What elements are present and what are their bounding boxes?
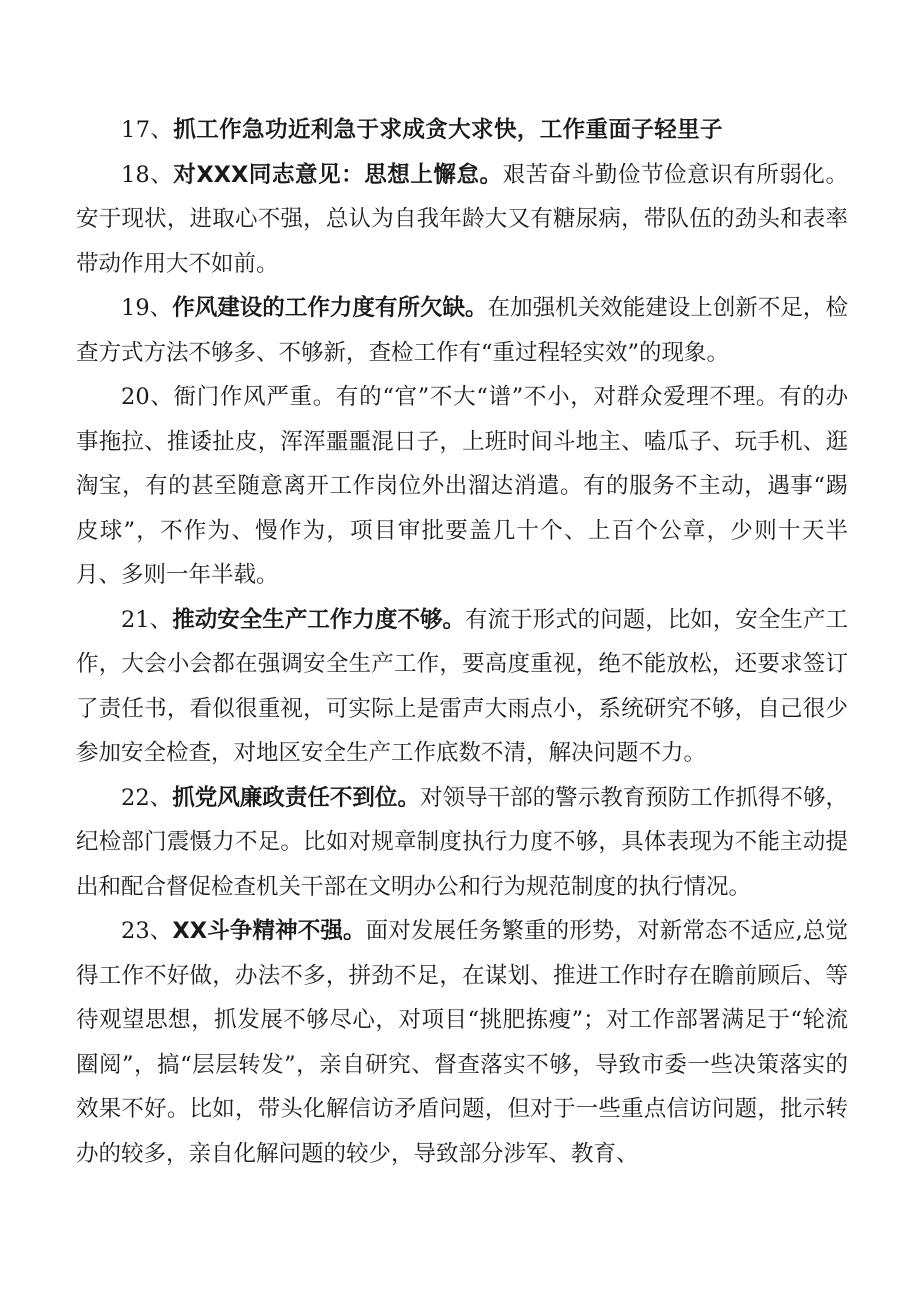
paragraph-body: 有流于形式的问题，比如，安全生产工作，大会小会都在强调安全生产工作，要高度重视，绝不能放松，还要求签订了责任书，看似很重视，可实际上是雷声大雨点小，系统研究不够，自己很少参加安全检查，对地区安全生产工作底数不清，解决问题不力。 xyxy=(76,606,848,766)
paragraph-body: 艰苦奋斗勤俭节俭意识有所弱化。安于现状，进取心不强，总认为自我年龄大又有糖尿病，带队伍的劲头和表率带动作用大不如前。 xyxy=(76,161,848,277)
paragraph-21 xyxy=(76,598,848,776)
paragraph-heading: 作风建设的工作力度有所欠缺。 xyxy=(172,295,488,321)
paragraph-heading: XX斗争精神不强。 xyxy=(172,918,366,944)
document-page xyxy=(76,108,848,1176)
paragraph-number: 17、 xyxy=(121,117,174,143)
paragraph-body: 对领导干部的警示教育预防工作抓得不够，纪检部门震慑力不足。比如对规章制度执行力度不够，具体表现为不能主动提出和配合督促检查机关干部在文明办公和行为规范制度的执行情况。 xyxy=(76,784,848,900)
paragraph-22 xyxy=(76,776,848,910)
paragraph-number: 19、 xyxy=(121,295,173,321)
paragraph-heading: 抓工作急功近利急于求成贪大求快，工作重面子轻里子 xyxy=(173,117,723,143)
paragraph-number: 18、 xyxy=(121,161,174,188)
paragraph-heading: 推动安全生产工作力度不够。 xyxy=(172,606,466,633)
paragraph-number: 22、 xyxy=(121,784,173,811)
paragraph-17 xyxy=(76,108,848,153)
paragraph-number: 23、 xyxy=(121,918,173,944)
paragraph-body: 面对发展任务繁重的形势，对新常态不适应,总觉得工作不好做，办法不多，拼劲不足，在谋划、推进工作时存在瞻前顾后、等待观望思想，抓发展不够尽心，对项目“挑肥拣瘦”；对工作部署满足于“轮流圈阅”，搞“层层转发”，亲自研究、督查落实不够，导致市委一些决策落实的效果不好。比如，带头化解信访矛盾问题，但对于一些重点信访问题，批示转办的较多，亲自化解问题的较少，导致部分涉军、教育、 xyxy=(76,918,848,1167)
paragraph-number: 20、 xyxy=(121,384,174,410)
paragraph-heading: 抓党风廉政责任不到位。 xyxy=(172,784,420,811)
paragraph-body: 在加强机关效能建设上创新不足，检查方式方法不够多、不够新，查检工作有“重过程轻实效”的现象。 xyxy=(76,295,848,366)
paragraph-number: 21、 xyxy=(121,606,173,633)
paragraph-18 xyxy=(76,153,848,287)
paragraph-23 xyxy=(76,909,848,1176)
paragraph-heading: 对XXX同志意见：思想上懈怠。 xyxy=(173,161,503,188)
paragraph-body: 衙门作风严重。有的“官”不大“谱”不小，对群众爱理不理。有的办事拖拉、推诿扯皮，浑浑噩噩混日子，上班时间斗地主、嗑瓜子、玩手机、逛淘宝，有的甚至随意离开工作岗位外出溜达消遣。有的服务不主动，遇事“踢皮球”，不作为、慢作为，项目审批要盖几十个、上百个公章，少则十天半月、多则一年半载。 xyxy=(76,384,848,588)
paragraph-19 xyxy=(76,286,848,375)
paragraph-20 xyxy=(76,375,848,598)
